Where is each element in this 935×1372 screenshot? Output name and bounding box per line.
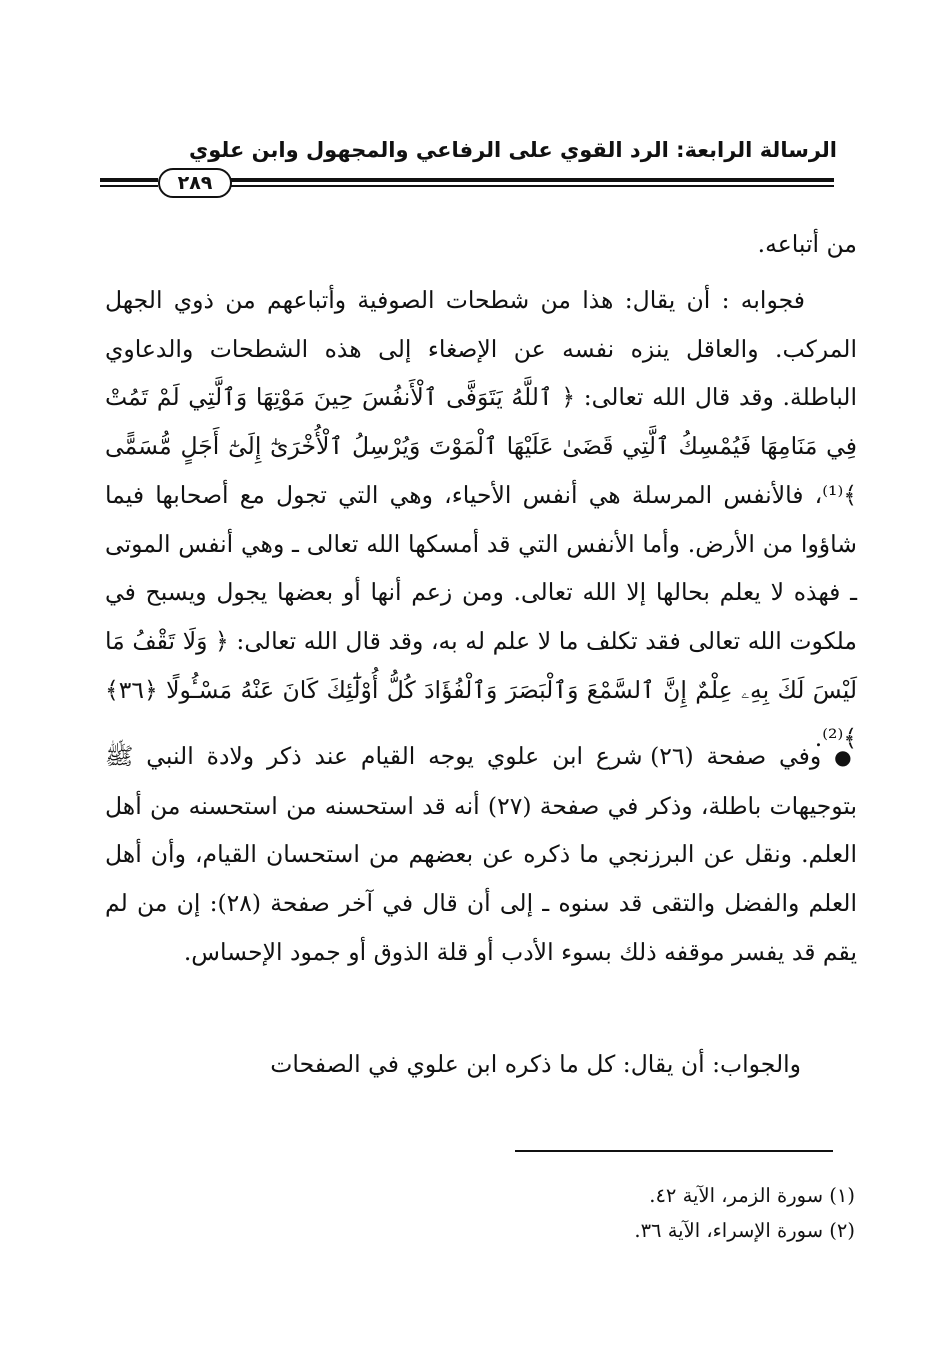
paragraph-3-text: وفي صفحة (٢٦) شرع ابن علوي يوجه القيام عند ذكر ولادة النبي ﷺ بتوجيهات باطلة، وذكر في صفحة (٢٧) أنه قد استحسنه من استحسنه من أهل العلم. ونقل عن البرزنجي ما ذكره عن بعضهم من استحسان القيام، وأن أهل العلم والفضل والتقى قد سنوه ـ إلى أن قال في آخر صفحة (٢٨): إن من لم يقم قد يفسر موقفه ذلك بسوء الأدب أو قلة الذوق أو جمود الإحساس.: [105, 742, 857, 966]
paragraph-2: فجوابه : أن يقال: هذا من شطحات الصوفية وأتباعهم من ذوي الجهل المركب. والعاقل ينزه نفسه عن الإصغاء إلى هذه الشطحات والدعاوي الباطلة. وقد قال الله تعالى: ﴿ ٱللَّهُ يَتَوَفَّى ٱلْأَنفُسَ حِينَ مَوْتِهَا وَٱلَّتِي لَمْ تَمُتْ فِي مَنَامِهَا فَيُمْسِكُ ٱلَّتِي قَضَىٰ عَلَيْهَا ٱلْمَوْتَ وَيُرْسِلُ ٱلْأُخْرَىٰٓ إِلَىٰٓ أَجَلٍ مُّسَمًّى ﴾⁽¹⁾، فالأنفس المرسلة هي أنفس الأحياء، وهي التي تجول مع أصحابها فيما شاؤوا من الأرض. وأما الأنفس التي قد أمسكها الله تعالى ـ وهي أنفس الموتى ـ فهذه لا يعلم بحالها إلا الله تعالى. ومن زعم أنها أو بعضها يجول ويسبح في ملكوت الله تعالى فقد تكلف ما لا علم له به، وقد قال الله تعالى: ﴿ وَلَا تَقْفُ مَا لَيْسَ لَكَ بِهِۦ عِلْمٌ إِنَّ ٱلسَّمْعَ وَٱلْبَصَرَ وَٱلْفُؤَادَ كُلُّ أُوْلَٰٓئِكَ كَانَ عَنْهُ مَسْـُٔولًا ﴿٣٦﴾ ﴾⁽²⁾.: [105, 286, 857, 753]
paragraph-1: من أتباعه.: [757, 230, 857, 258]
running-title: الرسالة الرابعة: الرد القوي على الرفاعي والمجهول وابن علوي: [188, 138, 837, 162]
header-rule-left-thick: [100, 178, 158, 182]
bullet-icon: ●: [834, 745, 857, 769]
paragraph-3: [105, 732, 857, 977]
header-rule-left-thin: [100, 185, 158, 187]
footnotes: [355, 1178, 855, 1248]
paragraph-4: والجواب: أن يقال: كل ما ذكره ابن علوي في الصفحات: [270, 1050, 801, 1078]
footnote-2: (٢) سورة الإسراء، الآية ٣٦.: [634, 1219, 855, 1242]
header-rule-thin: [230, 185, 834, 187]
header-rule-thick: [230, 178, 834, 182]
page-number: ٢٨٩: [158, 168, 232, 198]
footnote-1: (١) سورة الزمر، الآية ٤٢.: [649, 1184, 855, 1207]
footnote-separator: [515, 1150, 833, 1152]
